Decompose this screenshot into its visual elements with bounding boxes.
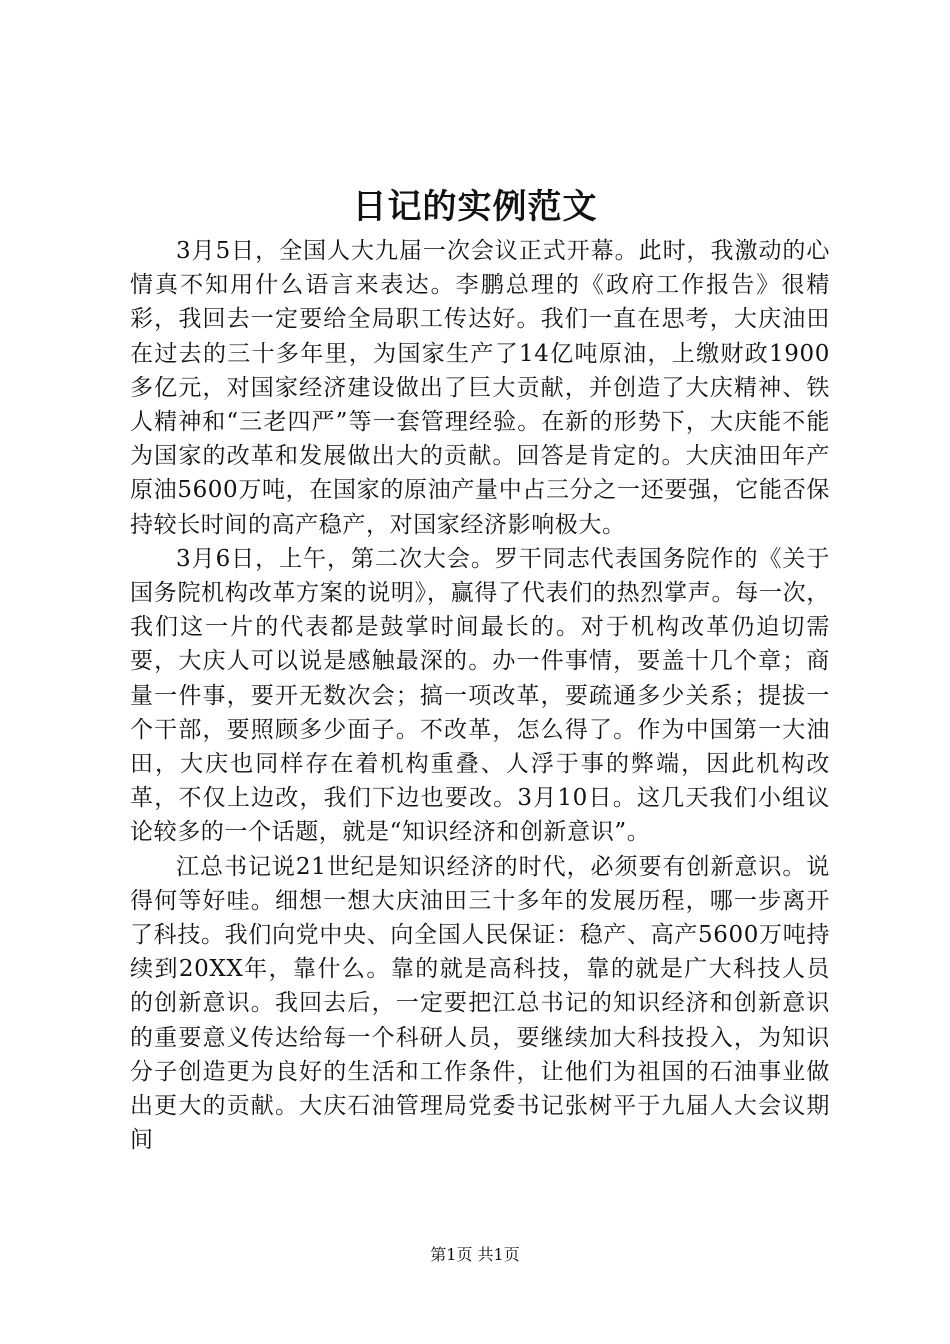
paragraph-3: 江总书记说21世纪是知识经济的时代，必须要有创新意识。说得何等好哇。细想一想大庆油田三十多年的发展历程，哪一步离开了科技。我们向党中央、向全国人民保证：稳产、高产5600万吨持续到20XX年，靠什么。靠的就是高科技，靠的就是广大科技人员的创新意识。我回去后，一定要把江总书记的知识经济和创新意识的重要意义传达给每一个科研人员，要继续加大科技投入，为知识分子创造更为良好的生活和工作条件，让他们为祖国的石油事业做出更大的贡献。大庆石油管理局党委书记张树平于九届人大会议期间 xyxy=(130,853,830,1154)
paragraph-1: 3月5日，全国人大九届一次会议正式开幕。此时，我激动的心情真不知用什么语言来表达。李鹏总理的《政府工作报告》很精彩，我回去一定要给全局职工传达好。我们一直在思考，大庆油田在过去的三十多年里，为国家生产了14亿吨原油，上缴财政1900多亿元，对国家经济建设做出了巨大贡献，并创造了大庆精神、铁人精神和“三老四严”等一套管理经验。在新的形势下，大庆能不能为国家的改革和发展做出大的贡献。回答是肯定的。大庆油田年产原油5600万吨，在国家的原油产量中占三分之一还要强，它能否保持较长时间的高产稳产，对国家经济影响极大。 xyxy=(130,238,830,538)
document-body xyxy=(130,234,830,1157)
document-title: 日记的实例范文 xyxy=(352,187,598,227)
paragraph-2: 3月6日，上午，第二次大会。罗干同志代表国务院作的《关于国务院机构改革方案的说明》，赢得了代表们的热烈掌声。每一次，我们这一片的代表都是鼓掌时间最长的。对于机构改革仍迫切需要，大庆人可以说是感触最深的。办一件事情，要盖十几个章；商量一件事，要开无数次会；搞一项改革，要疏通多少关系；提拔一个干部，要照顾多少面子。不改革，怎么得了。作为中国第一大油田，大庆也同样存在着机构重叠、人浮于事的弊端，因此机构改革，不仅上边改，我们下边也要改。3月10日。这几天我们小组议论较多的一个话题，就是“知识经济和创新意识”。 xyxy=(130,545,830,846)
page-footer: 第1页 共1页 xyxy=(430,1245,520,1264)
